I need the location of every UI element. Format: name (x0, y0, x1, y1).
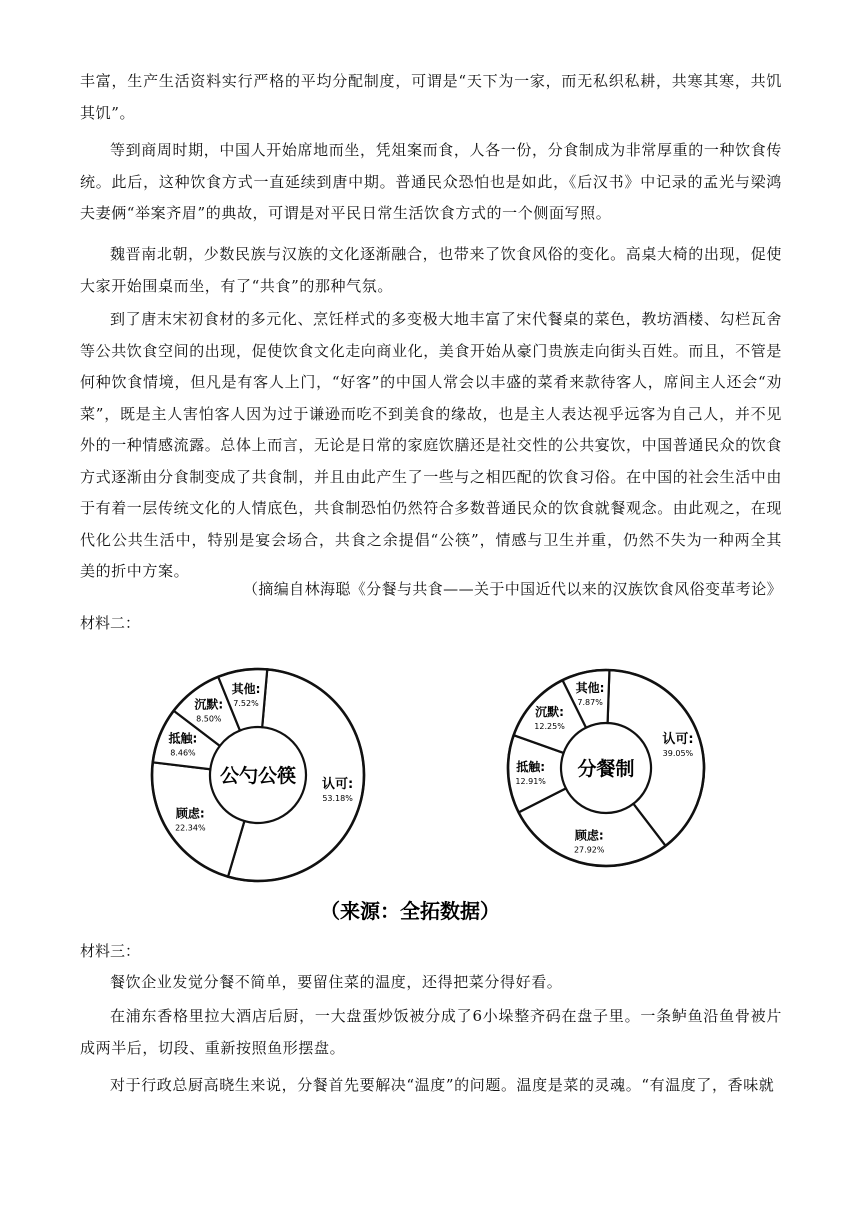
chart-1-label-0: 认可: (662, 732, 694, 748)
chart-0-value-3: 8.50% (196, 714, 222, 724)
paragraph-continued: 丰富，生产生活资料实行严格的平均分配制度，可谓是“天下为一家，而无私织私耕，共寒其寒，共饥其饥”。 (80, 72, 782, 122)
chart-1-value-1: 27.92% (573, 845, 605, 855)
chart-0-value-1: 22.34% (175, 823, 206, 833)
material-two-label: 材料二： (80, 614, 141, 632)
chart-0-label-1: 顾虑: (175, 806, 205, 821)
chart-source: （来源：全拓数据） (320, 899, 500, 923)
chart-1-center-title: 分餐制 (577, 758, 635, 780)
chart-1-value-3: 12.25% (534, 721, 565, 731)
chart-0-label-4: 其他: (231, 681, 261, 696)
chart-0-label-2: 抵触: (168, 731, 198, 746)
paragraph-tang-song: 到了唐末宋初食材的多元化、烹饪样式的多变极大地丰富了宋代餐桌的菜色，教坊酒楼、勾栏瓦舍等公共饮食空间的出现，促使饮食文化走向商业化，美食开始从豪门贵族走向街头百姓。而且，不管是何种饮食情境，但凡是有客人上门，“好客”的中国人常会以丰盛的菜肴来款待客人，席间主人还会“劝菜”，既是主人害怕客人因为过于谦逊而吃不到美食的缘故，也是主人表达视乎远客为自己人，并不见外的一种情感流露。总体上而言，无论是日常的家庭饮膳还是社交性的公共宴饮，中国普通民众的饮食方式逐渐由分食制变成了共食制，并且由此产生了一些与之相匹配的饮食习俗。在中国的社会生活中由于有着一层传统文化的人情底色，共食制恐怕仍然符合多数普通民众的饮食就餐观念。由此观之，在现代化公共生活中，特别是宴会场合，共食之余提倡“公筷”，情感与卫生并重，仍然不失为一种两全其美的折中方案。 (80, 310, 783, 580)
chart-1-value-4: 7.87% (577, 698, 603, 708)
paragraph-catering: 餐饮企业发觉分餐不简单，要留住菜的温度，还得把菜分得好看。 (110, 973, 563, 991)
paragraph-chef: 对于行政总厨高晓生来说，分餐首先要解决“温度”的问题。温度是菜的灵魂。“有温度了，香味就 (110, 1076, 775, 1094)
chart-1-label-3: 沉默: (535, 704, 564, 719)
chart-1-label-4: 其他: (575, 681, 605, 696)
chart-0-label-0: 认可: (321, 777, 354, 793)
paragraph-shangri-la: 在浦东香格里拉大酒店后厨，一大盘蛋炒饭被分成了6小垛整齐码在盘子里。一条鲈鱼沿鱼骨被片成两半后，切段、重新按照鱼形摆盘。 (80, 1007, 782, 1057)
chart-1-label-1: 顾虑: (574, 828, 604, 843)
donut-charts (0, 635, 860, 945)
chart-1-value-0: 39.05% (662, 749, 694, 759)
chart-0-label-3: 沉默: (194, 697, 224, 712)
chart-0-value-2: 8.46% (170, 748, 196, 758)
chart-0-center-title: 公勺公筷 (219, 765, 297, 787)
chart-1-value-2: 12.91% (515, 776, 546, 786)
material-three-label: 材料三： (80, 942, 141, 960)
source-credit: （摘编自林海聪《分餐与共食——关于中国近代以来的汉族饮食风俗变革考论》 (242, 580, 782, 598)
chart-0-value-0: 53.18% (322, 794, 353, 804)
paragraph-wei-jin: 魏晋南北朝，少数民族与汉族的文化逐渐融合，也带来了饮食风俗的变化。高桌大椅的出现，促使大家开始围桌而坐，有了“共食”的那种气氛。 (80, 245, 782, 295)
chart-1-label-2: 抵触: (516, 759, 546, 774)
chart-0-value-4: 7.52% (233, 698, 259, 708)
paragraph-shang-zhou: 等到商周时期，中国人开始席地而坐，凭俎案而食，人各一份，分食制成为非常厚重的一种饮食传统。此后，这种饮食方式一直延续到唐中期。普通民众恐怕也是如此，《后汉书》中记录的孟光与梁鸿夫妻俩“举案齐眉”的典故，可谓是对平民日常生活饮食方式的一个侧面写照。 (80, 141, 782, 222)
